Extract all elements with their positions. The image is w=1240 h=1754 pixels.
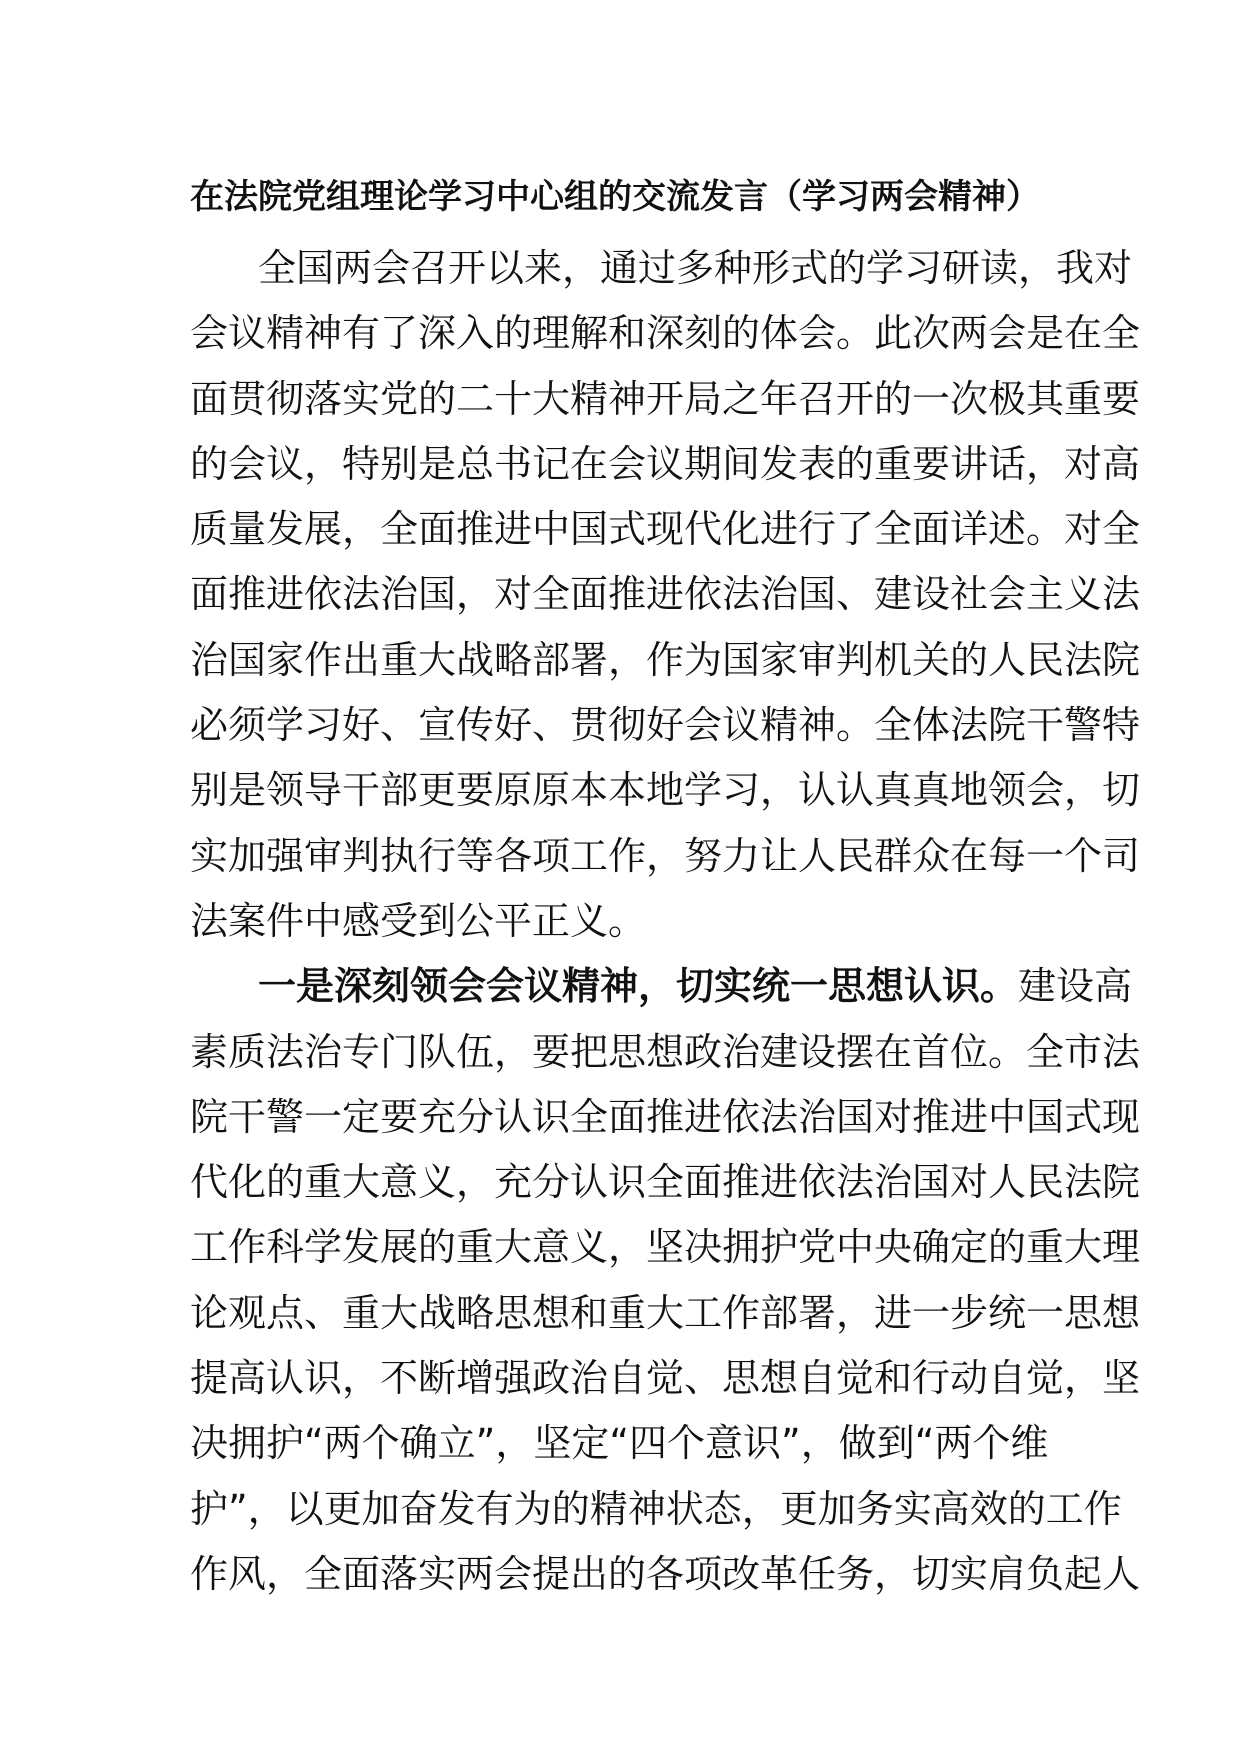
paragraph-1-line: 面贯彻落实党的二十大精神开局之年召开的一次极其重要 [190,376,1141,421]
paragraph-2-line: 论观点、重大战略思想和重大工作部署，进一步统一思想 [190,1290,1141,1335]
paragraph-2-line: 作风，全面落实两会提出的各项改革任务，切实肩负起人 [190,1551,1141,1596]
paragraph-2-line: 提高认识，不断增强政治自觉、思想自觉和行动自觉，坚 [190,1356,1141,1401]
paragraph-2-first-line [190,954,1133,1019]
section-heading-continuation: 建设高 [1018,964,1133,1009]
paragraph-2-line: 决拥护“两个确立”，坚定“四个意识”，做到“两个维 [190,1421,1049,1466]
paragraph-1-line: 质量发展，全面推进中国式现代化进行了全面详述。对全 [190,507,1141,552]
paragraph-2-line: 代化的重大意义，充分认识全面推进依法治国对人民法院 [190,1160,1141,1205]
paragraph-1-line: 别是领导干部更要原原本本地学习，认认真真地领会，切 [190,768,1141,813]
paragraph-1-line: 治国家作出重大战略部署，作为国家审判机关的人民法院 [190,637,1141,682]
paragraph-2-line: 素质法治专门队伍，要把思想政治建设摆在首位。全市法 [190,1029,1141,1074]
paragraph-1-line: 会议精神有了深入的理解和深刻的体会。此次两会是在全 [190,311,1141,356]
paragraph-1-line: 必须学习好、宣传好、贯彻好会议精神。全体法院干警特 [190,703,1141,748]
document-body [190,236,1141,1607]
paragraph-2-line: 护”，以更加奋发有为的精神状态，更加务实高效的工作 [190,1486,1122,1531]
paragraph-1-line: 的会议，特别是总书记在会议期间发表的重要讲话，对高 [190,441,1141,486]
paragraph-2-line: 工作科学发展的重大意义，坚决拥护党中央确定的重大理 [190,1225,1141,1270]
document-title: 在法院党组理论学习中心组的交流发言（学习两会精神） [190,177,1040,217]
paragraph-1-line: 面推进依法治国，对全面推进依法治国、建设社会主义法 [190,572,1141,617]
paragraph-1-line: 法案件中感受到公平正义。 [190,898,647,943]
paragraph-1-line: 实加强审判执行等各项工作，努力让人民群众在每一个司 [190,833,1141,878]
paragraph-1-line: 全国两会召开以来，通过多种形式的学习研读，我对 [258,246,1133,290]
paragraph-2-line: 院干警一定要充分认识全面推进依法治国对推进中国式现 [190,1094,1141,1139]
section-heading: 一是深刻领会会议精神，切实统一思想认识。 [258,964,1019,1009]
